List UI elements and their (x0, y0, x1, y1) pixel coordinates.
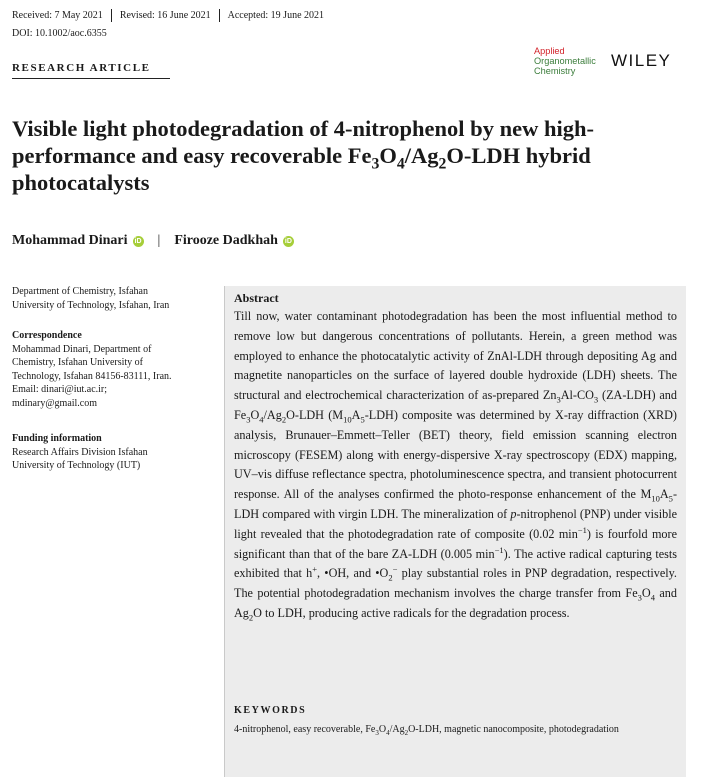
abstract-text: Till now, water contaminant photodegradation has been the most influential method to remove low but dangerous concentrations of pollutants. Herein, a green method was employed to enhance the photocatalytic activity of ZnAl-LDH through depositing Ag and magnetite nanoparticles on the surface of layered double hydroxide (LDH) sheets. The structural and electrochemical characterization of as-prepared $Zn_3Al-CO_3$ (ZA-LDH) and $Fe_3O_4/Ag_2O$-LDH $(M_{10}A_5-LDH)$ composite was determined by X-ray diffraction (XRD) analysis, Brunauer–Emmett–Teller (BET) theory, field emission scanning electron microscopy (FESEM) along with energy-dispersive X-ray spectroscopy (EDX) mapping, UV–vis diffuse reflectance spectra, photoluminescence spectra, and transient photocurrent response. All of the analyses confirmed the photo-response enhancement of the $M_{10}A_5$-LDH compared with virgin LDH. The mineralization of p-nitrophenol (PNP) under visible light revealed that the photodegradation rate of composite (0.02 $\min^{-1}$) is fourfold more significant than that of the bare ZA-LDH (0.005 $\min^{-1}$). The active radical capturing tests exhibited that h+, •OH, and $•O_2^-$ play substantial roles in PNP degradation, respectively. The potential photodegradation mechanism involves the charge transfer from $Fe_3O_4$ and $Ag_2O$ to LDH, producing active radicals for the degradation process. (234, 309, 677, 623)
author-name[interactable]: Firooze Dadkhah (174, 233, 278, 248)
correspondence-heading: Correspondence (12, 330, 82, 341)
funding-heading: Funding information (12, 433, 102, 444)
publisher-logo: WILEY (611, 51, 672, 70)
publication-dates (12, 9, 324, 22)
accepted-date: Accepted: 19 June 2021 (227, 10, 325, 21)
orcid-icon[interactable]: iD (284, 237, 292, 245)
author-separator: | (157, 233, 161, 248)
received-date: Received: 7 May 2021 (12, 10, 103, 21)
author-name[interactable]: Mohammad Dinari (12, 233, 128, 248)
keywords-heading: KEYWORDS (234, 705, 307, 716)
date-separator (111, 9, 112, 22)
article-type: RESEARCH ARTICLE (12, 62, 151, 74)
abstract-heading: Abstract (234, 291, 279, 305)
correspondence: Correspondence Mohammad Dinari, Department of Chemistry, Isfahan University of Technology, Isfahan 84156-83111, Iran. Email: dinari@iut.ac.ir; mdinary@gmail.com (12, 329, 212, 410)
email-link[interactable]: Email: dinari@iut.ac.ir; (12, 384, 108, 395)
date-separator (219, 9, 220, 22)
doi[interactable]: DOI: 10.1002/aoc.6355 (12, 28, 107, 39)
keywords-list: 4-nitrophenol, easy recoverable, $Fe_3O_4/Ag_2O$-LDH, magnetic nanocomposite, photodegradation (234, 724, 619, 737)
journal-logo (534, 46, 596, 76)
email-link[interactable]: mdinary@gmail.com (12, 397, 98, 409)
article-type-underline (12, 78, 170, 79)
abstract-box (224, 286, 686, 777)
funding-information: Funding information Research Affairs Division Isfahan University of Technology (IUT) (12, 432, 212, 473)
journal-name-line2: Organometallic (534, 56, 596, 66)
author-list (12, 233, 294, 249)
affiliation: Department of Chemistry, Isfahan University of Technology, Isfahan, Iran (12, 286, 170, 311)
orcid-icon[interactable]: iD (134, 237, 142, 245)
revised-date: Revised: 16 June 2021 (119, 10, 211, 21)
journal-name-line3: Chemistry (534, 66, 576, 76)
article-title: Visible light photodegradation of 4-nitrophenol by new high-performance and easy recoverable $Fe_3O_4/Ag_2O$-LDH hybrid photocatalysts (12, 116, 594, 195)
journal-name-line1: Applied (534, 46, 565, 56)
